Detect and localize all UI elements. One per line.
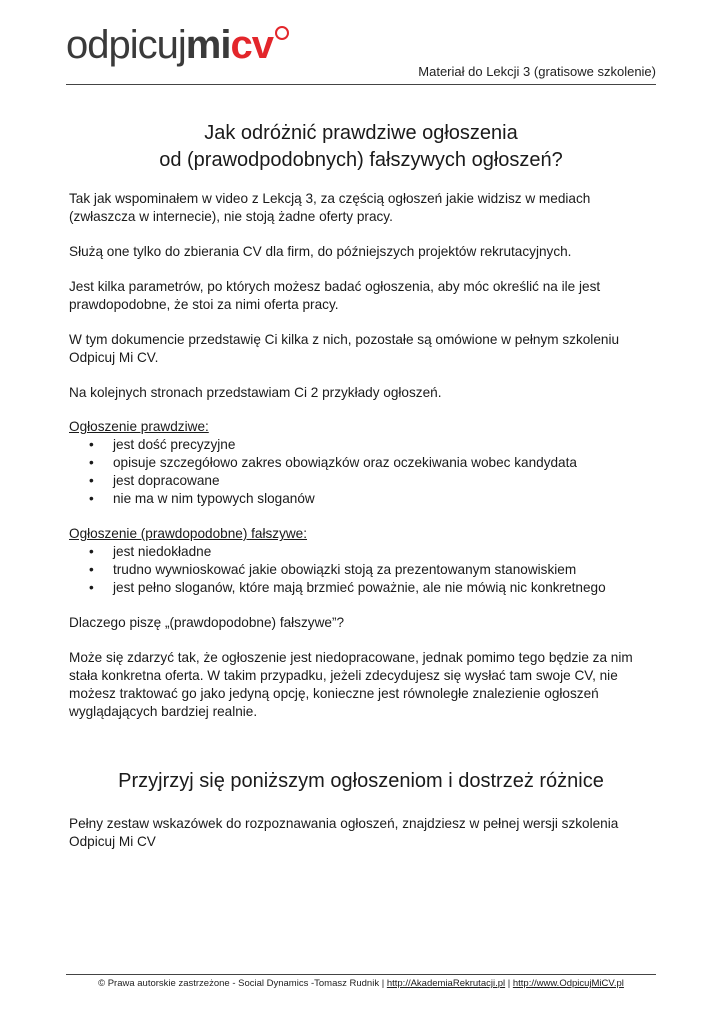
footer-divider (66, 974, 656, 975)
fake-ad-heading: Ogłoszenie (prawdopodobne) fałszywe: (69, 526, 308, 541)
true-ad-heading: Ogłoszenie prawdziwe: (69, 419, 209, 434)
paragraph-intro: Tak jak wspominałem w video z Lekcją 3, za częścią ogłoszeń jakie widzisz w mediach (zwłaszcza w internecie), nie stoją żadne oferty pracy. (69, 191, 591, 224)
logo-text-odpicuj: odpicuj (66, 23, 186, 67)
list-item: • jest dość precyzyjne (89, 437, 236, 452)
list-item: • jest pełno sloganów, które mają brzmieć poważnie, ale nie mówią nic konkretnego (89, 580, 606, 595)
footer-separator: | (507, 978, 511, 989)
list-item: • trudno wywnioskować jakie obowiązki stoją za prezentowanym stanowiskiem (89, 562, 577, 577)
fake-ad-list (69, 543, 659, 597)
bullet-icon: • (89, 473, 94, 488)
bullet-icon: • (89, 455, 94, 470)
footer-copyright: © Prawa autorskie zastrzeżone - Social Dynamics -Tomasz Rudnik | (98, 978, 385, 989)
logo-degree-icon (275, 26, 289, 40)
footer (66, 978, 656, 989)
paragraph-full-course: Pełny zestaw wskazówek do rozpoznawania ogłoszeń, znajdziesz w pełnej wersji szkolenia Odpicuj Mi CV (69, 816, 619, 849)
logo-text-mi: mi (185, 23, 231, 67)
list-item: • opisuje szczegółowo zakres obowiązków oraz oczekiwania wobec kandydata (89, 455, 577, 470)
bullet-icon: • (89, 562, 94, 577)
paragraph-examples: Na kolejnych stronach przedstawiam Ci 2 przykłady ogłoszeń. (69, 385, 442, 400)
bullet-icon: • (89, 491, 94, 506)
bullet-icon: • (89, 580, 94, 595)
paragraph-explanation: Może się zdarzyć tak, że ogłoszenie jest niedopracowane, jednak pomimo tego będzie za nim stała konkretna oferta. W takim przypadku, jeżeli zdecydujesz się wysłać tam swoje CV, nie możesz traktować go jako jedyną opcję, konieczne jest równoległe znalezienie ogłoszeń wyglądających bardziej realnie. (69, 650, 633, 719)
page-title-line-1: Jak odróżnić prawdziwe ogłoszenia (204, 122, 518, 144)
list-item: • nie ma w nim typowych sloganów (89, 491, 315, 506)
bullet-icon: • (89, 437, 94, 452)
paragraph-parameters: Jest kilka parametrów, po których możesz badać ogłoszenia, aby móc określić na ile jest prawdopodobne, że stoi za nimi oferta pracy. (69, 279, 601, 312)
footer-link-akademia[interactable]: http://AkademiaRekrutacji.pl (386, 978, 506, 989)
bullet-icon: • (89, 544, 94, 559)
footer-link-odpicujmicv[interactable]: http://www.OdpicujMiCV.pl (512, 978, 624, 989)
header-divider (66, 84, 656, 85)
paragraph-why-question: Dlaczego piszę „(prawdopodobne) fałszywe”? (69, 615, 345, 630)
paragraph-purpose: Służą one tylko do zbierania CV dla firm, do późniejszych projektów rekrutacyjnych. (69, 244, 572, 259)
paragraph-document: W tym dokumencie przedstawię Ci kilka z nich, pozostałe są omówione w pełnym szkoleniu Odpicuj Mi CV. (69, 332, 620, 365)
section-subtitle: Przyjrzyj się poniższym ogłoszeniom i dostrzeż różnice (118, 770, 604, 792)
header-note: Materiał do Lekcji 3 (gratisowe szkolenie) (418, 64, 656, 79)
list-item: • jest niedokładne (89, 544, 212, 559)
list-item: • jest dopracowane (89, 473, 220, 488)
brand-logo (66, 22, 289, 68)
logo-text-cv: cv (230, 23, 273, 67)
page-title-line-2: od (prawodpodobnych) fałszywych ogłoszeń? (159, 149, 563, 171)
page-title (66, 120, 656, 174)
true-ad-list (69, 436, 659, 508)
